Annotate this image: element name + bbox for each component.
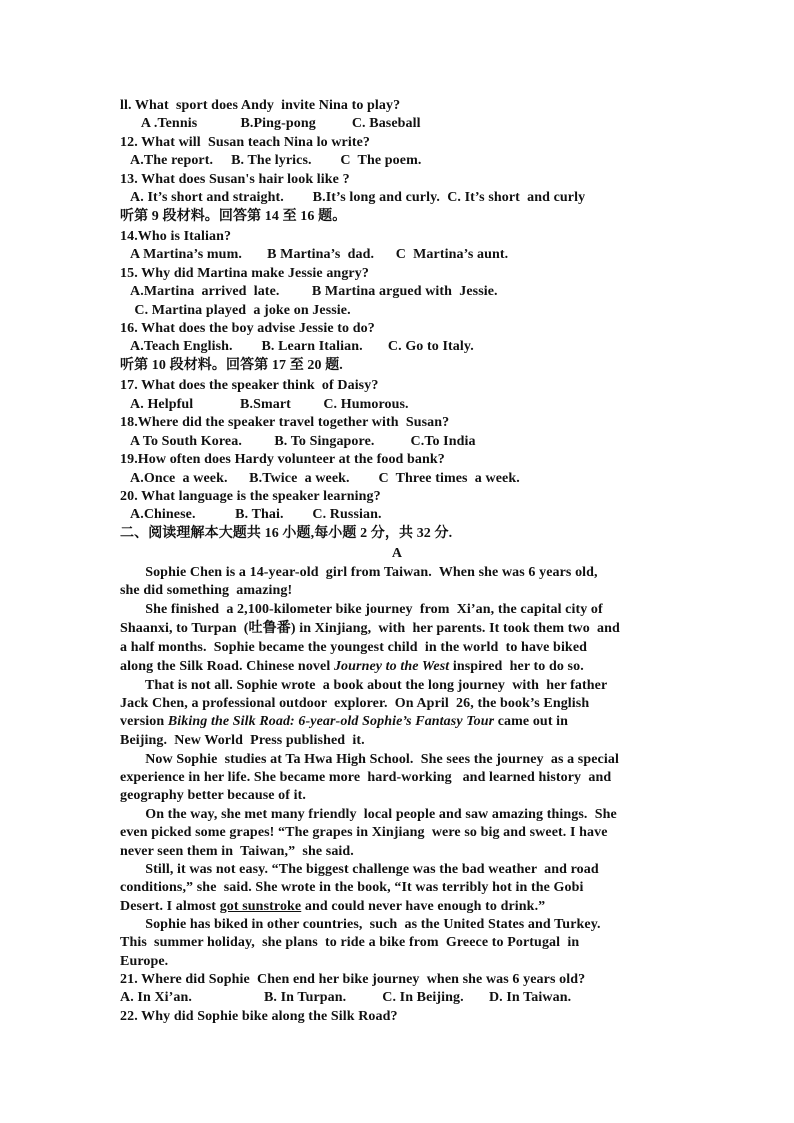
question-13-options: A. It’s short and straight. B.It’s long and curly. C. It’s short and curly [120,190,586,205]
passage-line: Shaanxi, to Turpan (吐鲁番) in Xinjiang, with her parents. It took them two and [120,621,620,636]
book-title: Biking the Silk Road: 6-year-old Sophie’s Fantasy Tour [167,714,495,729]
passage-line: She finished a 2,100-kilometer bike journey from Xi’an, the capital city of [120,602,603,617]
passage-line: conditions,” she said. She wrote in the book, “It was terribly hot in the Gobi [120,880,584,895]
question-14-options: A Martina’s mum. B Martina’s dad. C Martina’s aunt. [120,247,509,262]
question-14: 14.Who is Italian? [120,229,232,244]
passage-text: along the Silk Road. Chinese novel [120,659,334,674]
passage-line: Still, it was not easy. “The biggest challenge was the bad weather and road [120,862,599,877]
question-22: 22. Why did Sophie bike along the Silk Road? [120,1009,398,1024]
passage-line: Jack Chen, a professional outdoor explorer. On April 26, the book’s English [120,696,590,711]
novel-title: Journey to the West [333,659,450,674]
question-18-options: A To South Korea. B. To Singapore. C.To India [120,434,476,449]
passage-line: On the way, she met many friendly local people and saw amazing things. She [120,807,617,822]
question-11-options: A .Tennis B.Ping-pong C. Baseball [120,116,421,131]
question-16: 16. What does the boy advise Jessie to do? [120,321,375,336]
passage-text: Desert. I almost [120,899,220,914]
passage-line: Sophie Chen is a 14-year-old girl from Taiwan. When she was 6 years old, [120,565,598,580]
question-15: 15. Why did Martina make Jessie angry? [120,266,369,281]
passage-line: Beijing. New World Press published it. [120,733,365,748]
passage-line: never seen them in Taiwan,” she said. [120,844,354,859]
question-19-options: A.Once a week. B.Twice a week. C Three times a week. [120,471,520,486]
question-19: 19.How often does Hardy volunteer at the food bank? [120,452,445,467]
passage-line: That is not all. Sophie wrote a book about the long journey with her father [120,678,608,693]
passage-line: geography better because of it. [120,788,306,803]
question-21-options: A. In Xi’an. B. In Turpan. C. In Beijing. D. In Taiwan. [120,990,572,1005]
passage-line [120,658,584,676]
passage-label: A [391,546,403,561]
question-20: 20. What language is the speaker learning? [120,489,381,504]
passage-line [120,898,545,916]
question-13: 13. What does Susan's hair look like ? [120,172,350,187]
passage-line: experience in her life. She became more hard-working and learned history and [120,770,612,785]
passage-line: Sophie has biked in other countries, such as the United States and Turkey. [120,917,601,932]
reading-section-heading: 二、阅读理解本大题共 16 小题,每小题 2 分，共 32 分. [120,526,453,541]
passage-line: she did something amazing! [120,583,293,598]
question-17-options: A. Helpful B.Smart C. Humorous. [120,397,409,412]
passage-line: even picked some grapes! “The grapes in Xinjiang were so big and sweet. I have [120,825,608,840]
section-10-instruction: 听第 10 段材料。回答第 17 至 20 题. [120,358,343,373]
passage-text: and could never have enough to drink.” [301,899,546,914]
question-20-options: A.Chinese. B. Thai. C. Russian. [120,507,382,522]
question-15-options: A.Martina arrived late. B Martina argued with Jessie. [120,284,498,299]
question-17: 17. What does the speaker think of Daisy? [120,378,379,393]
passage-text: came out in [494,714,569,729]
question-15-option-c: C. Martina played a joke on Jessie. [120,303,351,318]
question-12: 12. What will Susan teach Nina lo write? [120,135,371,150]
question-11: ll. What sport does Andy invite Nina to play? [120,98,401,113]
passage-text: inspired her to do so. [449,659,584,674]
passage-line: Now Sophie studies at Ta Hwa High School. She sees the journey as a special [120,752,619,767]
passage-line [120,713,568,731]
question-16-options: A.Teach English. B. Learn Italian. C. Go to Italy. [120,339,474,354]
underlined-phrase: got sunstroke [219,899,302,914]
question-21: 21. Where did Sophie Chen end her bike journey when she was 6 years old? [120,972,586,987]
passage-line: Europe. [120,954,169,969]
passage-line: This summer holiday, she plans to ride a bike from Greece to Portugal in [120,935,580,950]
passage-line: a half months. Sophie became the youngest child in the world to have biked [120,640,588,655]
passage-text: version [120,714,168,729]
section-9-instruction: 听第 9 段材料。回答第 14 至 16 题。 [120,209,347,224]
question-18: 18.Where did the speaker travel together with Susan? [120,415,450,430]
question-12-options: A.The report. B. The lyrics. C The poem. [120,153,422,168]
